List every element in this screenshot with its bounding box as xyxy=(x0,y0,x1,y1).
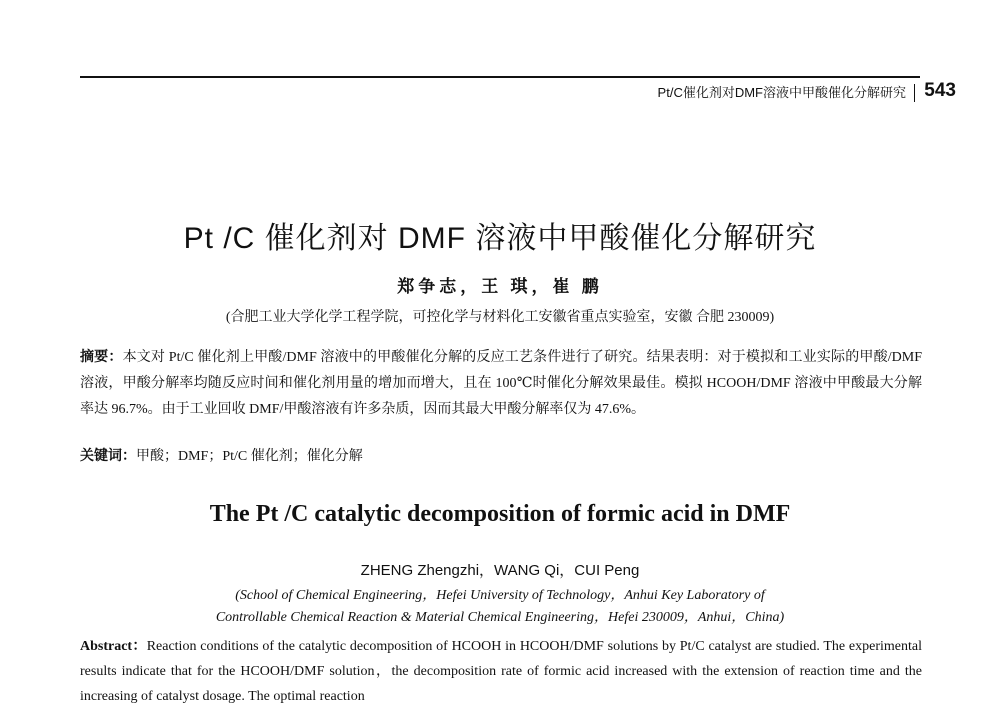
chinese-abstract-text: 本文对 Pt/C 催化剂上甲酸/DMF 溶液中的甲酸催化分解的反应工艺条件进行了研究。结果表明：对于模拟和工业实际的甲酸/DMF 溶液，甲酸分解率均随反应时间和催化剂用量的增加而增大，且在 100℃时催化分解效果最佳。模拟 HCOOH/DMF 溶液中甲酸最大分解率达 96.7%。由于工业回收 DMF/甲酸溶液有许多杂质，因而其最大甲酸分解率仅为 47.6%。 xyxy=(80,350,923,417)
english-title: The Pt /C catalytic decomposition of formic acid in DMF xyxy=(209,501,791,527)
chinese-title: Pt /C 催化剂对 DMF 溶液中甲酸催化分解研究 xyxy=(183,222,817,255)
chinese-keywords-text: 甲酸；DMF；Pt/C 催化剂；催化分解 xyxy=(136,449,363,464)
english-abstract-label: Abstract： xyxy=(80,639,147,654)
english-affiliation-line-2: Controllable Chemical Reaction & Material Chemical Engineering，Hefei 230009，Anhui，China) xyxy=(215,610,785,625)
english-affiliation-line-1: (School of Chemical Engineering，Hefei University of Technology，Anhui Key Laboratory of xyxy=(235,588,765,603)
chinese-keywords xyxy=(80,447,922,467)
english-abstract xyxy=(80,634,922,709)
chinese-authors: 郑争志，王 琪，崔 鹏 xyxy=(397,277,603,296)
chinese-abstract xyxy=(80,345,922,423)
page-number: 543 xyxy=(924,80,956,101)
english-authors: ZHENG Zhengzhi，WANG Qi，CUI Peng xyxy=(360,562,640,579)
running-head: Pt/C催化剂对DMF溶液中甲酸催化分解研究 xyxy=(658,84,915,102)
header-rule xyxy=(80,76,920,78)
chinese-abstract-label: 摘要： xyxy=(80,350,123,365)
english-affiliation xyxy=(0,585,1000,629)
chinese-affiliation: (合肥工业大学化学工程学院，可控化学与材料化工安徽省重点实验室，安徽 合肥 230009) xyxy=(225,310,775,325)
chinese-keywords-label: 关键词： xyxy=(80,449,136,464)
english-abstract-text: Reaction conditions of the catalytic decomposition of HCOOH in HCOOH/DMF solutions by Pt/C catalyst are studied. The experimental results indicate that for the HCOOH/DMF solution，the decomposition rate of formic acid increased with the extension of reaction time and the increasing of catalyst dosage. The optimal reaction xyxy=(80,639,922,704)
